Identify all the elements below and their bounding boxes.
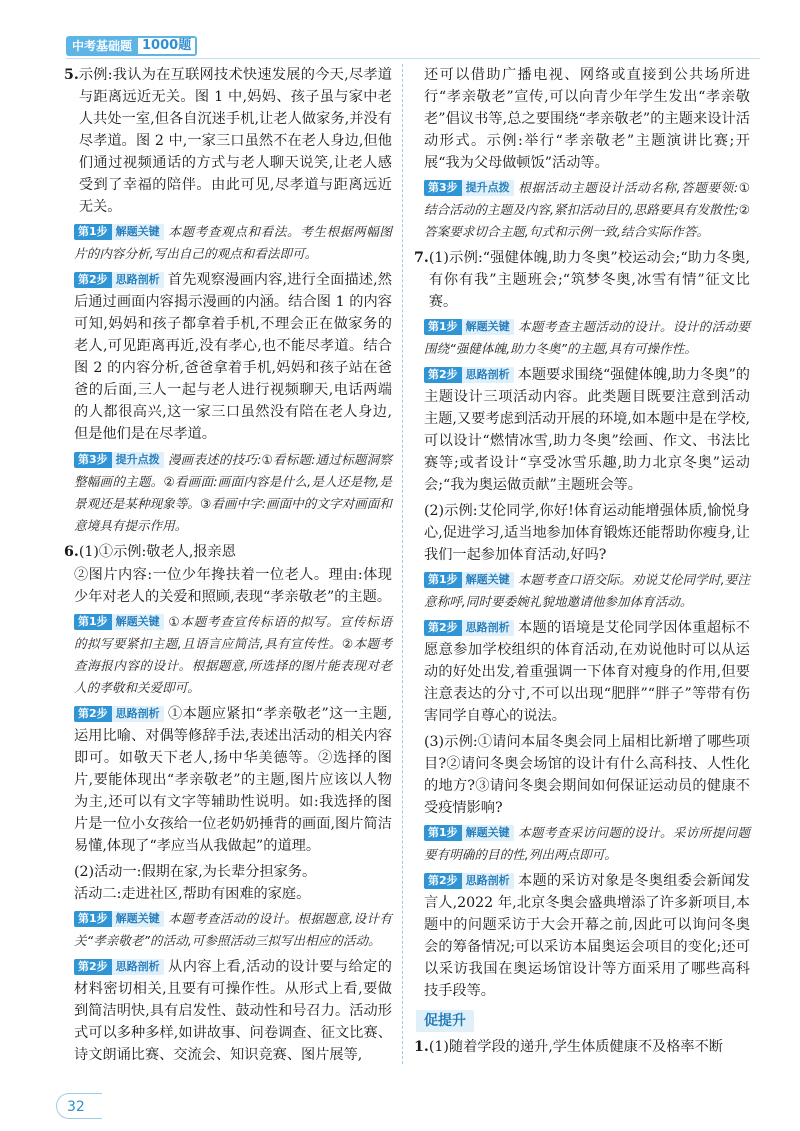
step-badge [424, 319, 514, 335]
step-badge [424, 825, 514, 841]
step-label: 提升点拨 [112, 452, 164, 468]
analysis-step [74, 956, 392, 1066]
series-header [66, 36, 197, 56]
column-divider [402, 64, 403, 1064]
step-text: 本题考查观点和看法。考生根据两幅图片的内容分析,写出自己的观点和看法即可。 [74, 224, 392, 261]
step-number: 第1步 [424, 319, 462, 335]
step-label: 思路剖析 [112, 272, 164, 288]
step-label: 思路剖析 [462, 367, 514, 383]
step-number: 第2步 [424, 873, 462, 889]
step-label: 提升点拨 [462, 180, 514, 196]
question-text: (1)①示例:敬老人,报亲恩 [78, 544, 236, 560]
step-badge [74, 911, 164, 927]
step-number: 第2步 [424, 620, 462, 636]
answer-paragraph: (2)活动一:假期在家,为长辈分担家务。 [74, 864, 317, 880]
analysis-step [74, 908, 392, 952]
analysis-step [74, 449, 392, 537]
question-item [414, 247, 750, 313]
step-text: 根据活动主题设计活动名称,答题要领:①结合活动的主题及内容,紧扣活动目的,思路要具有发散性;②答案要求切合主题,句式和示例一致,结合实际作答。 [424, 180, 750, 239]
answer-paragraph: ②图片内容:一位少年搀扶着一位老人。理由:体现少年对老人的关爱和照顾,表现“孝亲敬老”的主题。 [74, 567, 392, 605]
step-label: 思路剖析 [462, 620, 514, 636]
right-column [414, 64, 750, 1059]
step-number: 第1步 [74, 911, 112, 927]
analysis-step [424, 364, 750, 496]
step-text: 本题考查口语交际。劝说艾伦同学时,要注意称呼,同时要委婉礼貌地邀请他参加体育活动。 [424, 572, 750, 609]
step-number: 第2步 [74, 272, 112, 288]
step-text: 本题考查采访问题的设计。采访所提问题要有明确的目的性,列出两点即可。 [424, 825, 750, 862]
step-text: 本题的采访对象是冬奥组委会新闻发言人,2022 年,北京冬奥会盛典增添了许多新项目,本题中的问题采访于大会开幕之前,因此可以询问冬奥会的筹备情况;可以采访本届奥运会项目的变化;还可以采访我国在奥运场馆设计等方面采用了哪些高科技手段等。 [424, 873, 750, 999]
step-number: 第2步 [74, 706, 112, 722]
step-label: 思路剖析 [112, 959, 164, 975]
step-number: 第1步 [74, 614, 112, 630]
step-number: 第1步 [424, 572, 462, 588]
step-badge [424, 620, 514, 636]
step-text: 本题要求围绕“强健体魄,助力冬奥”的主题设计三项活动内容。此类题目既要注意到活动主题,又要考虑到活动开展的环境,如本题中是在学校,可以设计“燃情冰雪,助力冬奥”绘画、作文、书法比赛等;或者设计“享受冰雪乐趣,助力北京冬奥”运动会;“我为奥运做贡献”主题班会等。 [424, 367, 750, 493]
step-label: 解题关键 [462, 825, 514, 841]
step-number: 第2步 [424, 367, 462, 383]
question-item [64, 541, 392, 563]
step-badge [74, 452, 164, 468]
step-badge [424, 572, 514, 588]
step-badge [424, 180, 514, 196]
step-text: 本题考查主题活动的设计。设计的活动要围绕“强健体魄,助力冬奥”的主题,具有可操作性。 [424, 319, 750, 356]
step-text: 首先观察漫画内容,进行全面描述,然后通过画面内容揭示漫画的内涵。结合图 1 的内容可知,妈妈和孩子都拿着手机,不理会正在做家务的老人,可见距离再近,没有孝心,也不能尽孝道。结合图 2 的内容分析,爸爸拿着手机,妈妈和孩子站在爸爸的后面,三人一起与老人进行视频聊天,电话两端的人都很高兴,这一家三口虽然没有陪在老人身边,但是他们是在尽孝道。 [74, 272, 392, 442]
step-text: ①本题应紧扣“孝亲敬老”这一主题,运用比喻、对偶等修辞手法,表述出活动的相关内容即可。如敬天下老人,扬中华美德等。②选择的图片,要能体现出“孝亲敬老”的主题,图片应该以人物为主,还可以有文字等辅助性说明。如:我选择的图片是一位小女孩给一位老奶奶捶背的画面,图片简洁易懂,体现了“孝应当从我做起”的道理。 [74, 706, 392, 854]
header-rule [66, 58, 760, 59]
analysis-step [74, 221, 392, 265]
step-badge [424, 367, 514, 383]
analysis-step [424, 569, 750, 613]
step-number: 第3步 [74, 452, 112, 468]
page-number: 32 [56, 1093, 102, 1119]
question-number: 7. [414, 250, 429, 266]
analysis-step [74, 611, 392, 699]
step-label: 解题关键 [112, 614, 164, 630]
analysis-step [74, 703, 392, 857]
series-count: 1000题 [138, 36, 197, 56]
step-label: 解题关键 [112, 911, 164, 927]
analysis-step [424, 822, 750, 866]
analysis-step [424, 617, 750, 727]
step-number: 第1步 [424, 825, 462, 841]
question-item [64, 64, 392, 218]
analysis-step [424, 316, 750, 360]
step-badge [74, 706, 164, 722]
question-item [414, 1036, 750, 1058]
analysis-step [74, 269, 392, 445]
analysis-step [424, 870, 750, 1002]
step-text: 漫画表述的技巧:①看标题:通过标题洞察整幅画的主题。②看画面:画面内容是什么,是人还是物,是景观还是某种现象等。③看画中字:画面中的文字对画面和意境具有提示作用。 [74, 452, 392, 533]
question-text: 示例:我认为在互联网技术快速发展的今天,尽孝道与距离远近无关。图 1 中,妈妈、孩子虽与家中老人共处一室,但各自沉迷手机,让老人做家务,并没有尽孝道。图 2 中,一家三口虽然不在老人身边,但他们通过视频通话的方式与老人聊天说笑,让老人感受到了幸福的陪伴。由此可见,尽孝道与距离远近无关。 [78, 67, 392, 215]
step-text: 从内容上看,活动的设计要与给定的材料密切相关,且要有可操作性。从形式上看,要做到简洁明快,具有启发性、鼓动性和号召力。活动形式可以多种多样,如讲故事、问卷调查、征文比赛、诗文朗诵比赛、交流会、知识竞赛、图片展等, [74, 959, 392, 1063]
step-text: ①本题考查宣传标语的拟写。宣传标语的拟写要紧扣主题,且语言应简洁,具有宣传性。②本题考查海报内容的设计。根据题意,所选择的图片能表现对老人的孝敬和关爱即可。 [74, 614, 392, 695]
step-badge [74, 614, 164, 630]
analysis-step [424, 177, 750, 243]
step-label: 解题关键 [462, 572, 514, 588]
step-text: 本题的语境是艾伦同学因体重超标不愿意参加学校组织的体育活动,在劝说他时可以从运动的好处出发,着重强调一下体育对瘦身的作用,但要注意表达的分寸,不可以出现“肥胖”“胖子”等带有伤害同学自尊心的说法。 [424, 620, 750, 724]
answer-paragraph: 活动二:走进社区,帮助有困难的家庭。 [74, 886, 311, 902]
question-number: 1. [414, 1039, 429, 1055]
step-badge [74, 959, 164, 975]
step-number: 第1步 [74, 224, 112, 240]
left-column [64, 64, 392, 1070]
question-number: 6. [64, 544, 79, 560]
step-label: 思路剖析 [112, 706, 164, 722]
step-badge [424, 873, 514, 889]
step-badge [74, 272, 164, 288]
answer-paragraph: (2)示例:艾伦同学,你好!体育运动能增强体质,愉悦身心,促进学习,适当地参加体育锻炼还能帮助你瘦身,让我们一起参加体育活动,好吗? [424, 503, 750, 563]
question-text: (1)随着学段的递升,学生体质健康不及格率不断 [428, 1039, 723, 1055]
question-number: 5. [64, 67, 79, 83]
section-heading: 促提升 [416, 1010, 474, 1032]
step-label: 解题关键 [462, 319, 514, 335]
answer-paragraph: (3)示例:①请问本届冬奥会同上届相比新增了哪些项目?②请问冬奥会场馆的设计有什么高科技、人性化的地方?③请问冬奥会期间如何保证运动员的健康不受疫情影响? [424, 734, 750, 816]
step-number: 第3步 [424, 180, 462, 196]
answer-paragraph: 还可以借助广播电视、网络或直接到公共场所进行“孝亲敬老”宣传,可以向青少年学生发出“孝亲敬老”倡议书等,总之要围绕“孝亲敬老”的主题来设计活动形式。示例:举行“孝亲敬老”主题演讲比赛;开展“我为父母做顿饭”活动等。 [424, 67, 750, 171]
step-badge [74, 224, 164, 240]
step-number: 第2步 [74, 959, 112, 975]
step-label: 思路剖析 [462, 873, 514, 889]
step-label: 解题关键 [112, 224, 164, 240]
step-text: 本题考查活动的设计。根据题意,设计有关“孝亲敬老”的活动,可参照活动三拟写出相应的活动。 [74, 911, 392, 948]
question-text: (1)示例:“强健体魄,助力冬奥”校运动会;“助力冬奥,有你有我”主题班会;“筑梦冬奥,冰雪有情”征文比赛。 [428, 250, 750, 310]
series-title: 中考基础题 [66, 36, 138, 56]
